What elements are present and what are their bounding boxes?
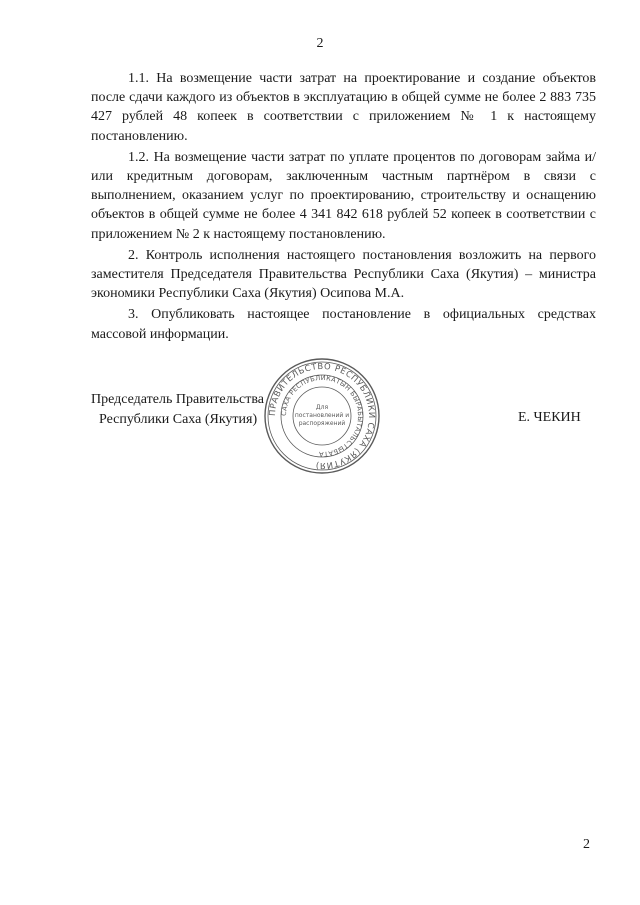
svg-text:ПРАВИТЕЛЬСТВО РЕСПУБЛИКИ САХА: ПРАВИТЕЛЬСТВО РЕСПУБЛИКИ САХА (ЯКУТИЯ) <box>266 360 378 472</box>
page-number-top: 2 <box>316 36 324 51</box>
paragraph-1-2: 1.2. На возмещение части затрат по уплате процентов по договорам займа и/или кредитным договорам, заключенным частным партнёром в связи с выполнением, оказанием услуг по проектированию, строительству и оснащению объектов в общей сумме не более 4 341 842 618 рублей 52 копеек в соответствии с приложением № 2 к настоящему постановлению. <box>91 149 596 242</box>
paragraph-3: 3. Опубликовать настоящее постановление в официальных средствах массовой информации. <box>91 307 596 342</box>
svg-text:распоряжений: распоряжений <box>298 420 346 427</box>
signatory-name: Е. ЧЕКИН <box>518 410 581 425</box>
official-seal-icon <box>262 356 382 476</box>
paragraph-1-1: 1.1. На возмещение части затрат на проектирование и создание объектов после сдачи каждого из объектов в эксплуатацию в общей сумме не более 2 883 735 427 рублей 48 копеек в соответствии с приложением № 1 к настоящему постановлению. <box>91 71 596 144</box>
page-number-bottom: 2 <box>583 837 590 852</box>
paragraph-2: 2. Контроль исполнения настоящего постановления возложить на первого заместителя Председателя Правительства Республики Саха (Якутия) – министра экономики Республики Саха (Якутия) Осипова М.А. <box>91 247 596 302</box>
signatory-position-line-1: Председатель Правительства <box>91 392 264 407</box>
document-body <box>91 69 596 346</box>
svg-text:постановлений и: постановлений и <box>294 412 350 419</box>
signatory-position <box>91 390 264 430</box>
svg-text:САХА РЕСПУБЛИКАТЫН БЫРАБЫТАЛЬС: САХА РЕСПУБЛИКАТЫН БЫРАБЫТАЛЬСТЫБАТА <box>279 373 365 459</box>
svg-text:Для: Для <box>315 404 329 411</box>
signatory-position-line-2: Республики Саха (Якутия) <box>99 412 258 427</box>
